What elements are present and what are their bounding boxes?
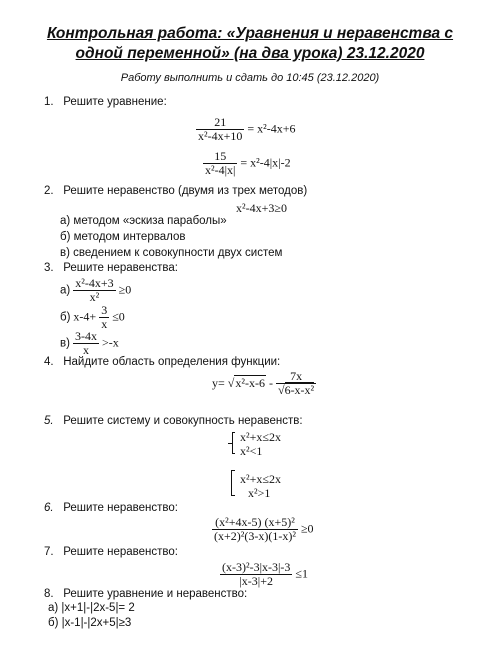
q2-option-a: а) методом «эскиза параболы»: [60, 215, 227, 227]
denominator: x²-4|x|: [205, 163, 236, 177]
numerator: 15: [203, 150, 237, 164]
minus-sign: -: [268, 376, 273, 390]
system-line-2: x²<1: [240, 444, 263, 458]
page-subtitle: Работу выполнить и сдать до 10:45 (23.12.2020): [120, 72, 380, 84]
inequality-lhs: x-4+: [73, 309, 97, 324]
question-number: 7.: [44, 546, 54, 558]
q8-option-a: а) |x+1|-|2x-5|= 2: [48, 602, 135, 614]
fraction: [73, 277, 115, 304]
fraction: [220, 561, 292, 588]
denominator: [276, 384, 316, 397]
question-number: 8.: [44, 588, 54, 600]
question-number: 6.: [44, 502, 54, 514]
question-number: 5.: [44, 415, 54, 427]
question-number: 4.: [44, 356, 54, 368]
question-number: 2.: [44, 185, 54, 197]
denominator: (x+2)²(3-x)(1-x)²: [214, 529, 296, 543]
numerator: (x-3)²-3|x-3|-3: [222, 560, 291, 574]
denominator: x: [101, 317, 108, 331]
radical-sign: √: [277, 383, 285, 397]
question-3: [44, 262, 178, 274]
q1-equation-2: [203, 150, 291, 177]
question-number: 1.: [44, 96, 54, 108]
inequality-rhs: ≥0: [300, 521, 314, 536]
radicand: x²-x-6: [235, 376, 265, 390]
q2-option-b: б) методом интервалов: [60, 231, 186, 243]
question-text: Решите уравнение:: [63, 96, 167, 108]
question-8: [44, 588, 247, 600]
option-label: б): [60, 311, 71, 324]
square-root: [228, 376, 266, 391]
fraction: [203, 150, 237, 177]
denominator: x²: [89, 290, 100, 304]
page-title: Контрольная работа: «Уравнения и неравенства с одной переменной» (на два урока) 23.12.2020: [46, 25, 454, 62]
question-1: [44, 96, 167, 108]
equation-rhs: = x²-4x+6: [247, 121, 296, 136]
numerator: 3-4x: [74, 329, 97, 343]
radicand: 6-x-x²: [284, 383, 315, 397]
numerator: 7x: [276, 370, 316, 384]
fraction: [212, 516, 298, 543]
denominator: x: [82, 343, 89, 357]
question-text: Решите систему и совокупность неравенств:: [63, 415, 303, 427]
question-text: Решите неравенства:: [63, 262, 178, 274]
fraction: [73, 330, 99, 357]
question-number: 3.: [44, 262, 54, 274]
numerator: 3: [101, 303, 108, 317]
question-text: Решите неравенство:: [63, 502, 178, 514]
function-lhs: y=: [212, 376, 225, 390]
q3-inequality-c: [60, 330, 119, 357]
fraction: [276, 370, 316, 397]
question-text: Найдите область определения функции:: [63, 356, 281, 368]
fraction: [99, 304, 109, 331]
set-line-2: x²>1: [248, 486, 271, 500]
question-5: [44, 415, 303, 427]
numerator: (x²+4x-5) (x+5)²: [212, 516, 298, 530]
question-2: [44, 185, 307, 197]
question-6: [44, 502, 178, 514]
q2-inequality: x²-4x+3≥0: [236, 201, 287, 215]
denominator: x²-4x+10: [198, 129, 243, 143]
q3-inequality-a: [60, 277, 131, 304]
option-label: а): [60, 284, 71, 297]
question-text: Решите неравенство:: [63, 546, 178, 558]
system-line-1: x²+x≤2x: [240, 430, 281, 444]
fraction: [196, 116, 244, 143]
set-line-1: x²+x≤2x: [240, 472, 281, 486]
equation-rhs: = x²-4|x|-2: [240, 155, 291, 170]
q1-equation-1: [196, 116, 296, 143]
inequality-rhs: ≤1: [295, 566, 308, 581]
q3-inequality-b: [60, 304, 125, 331]
question-text: Решите неравенство (двумя из трех методов): [63, 185, 308, 197]
q2-option-c: в) сведением к совокупности двух систем: [60, 247, 283, 259]
denominator: |x-3|+2: [239, 574, 273, 588]
question-7: [44, 546, 178, 558]
q4-function: [212, 370, 316, 397]
radical-sign: √: [227, 376, 235, 390]
q6-inequality: [212, 516, 314, 543]
inequality-rhs: ≤0: [112, 309, 125, 324]
q8-option-b: б) |x-1|-|2x+5|≥3: [48, 617, 132, 629]
numerator: x²-4x+3: [75, 276, 114, 290]
question-text: Решите уравнение и неравенство:: [63, 588, 248, 600]
question-4: [44, 356, 280, 368]
inequality-rhs: ≥0: [118, 282, 132, 297]
numerator: 21: [196, 116, 244, 130]
option-label: в): [60, 337, 70, 350]
inequality-rhs: >-x: [101, 335, 119, 350]
q7-inequality: [220, 561, 308, 588]
